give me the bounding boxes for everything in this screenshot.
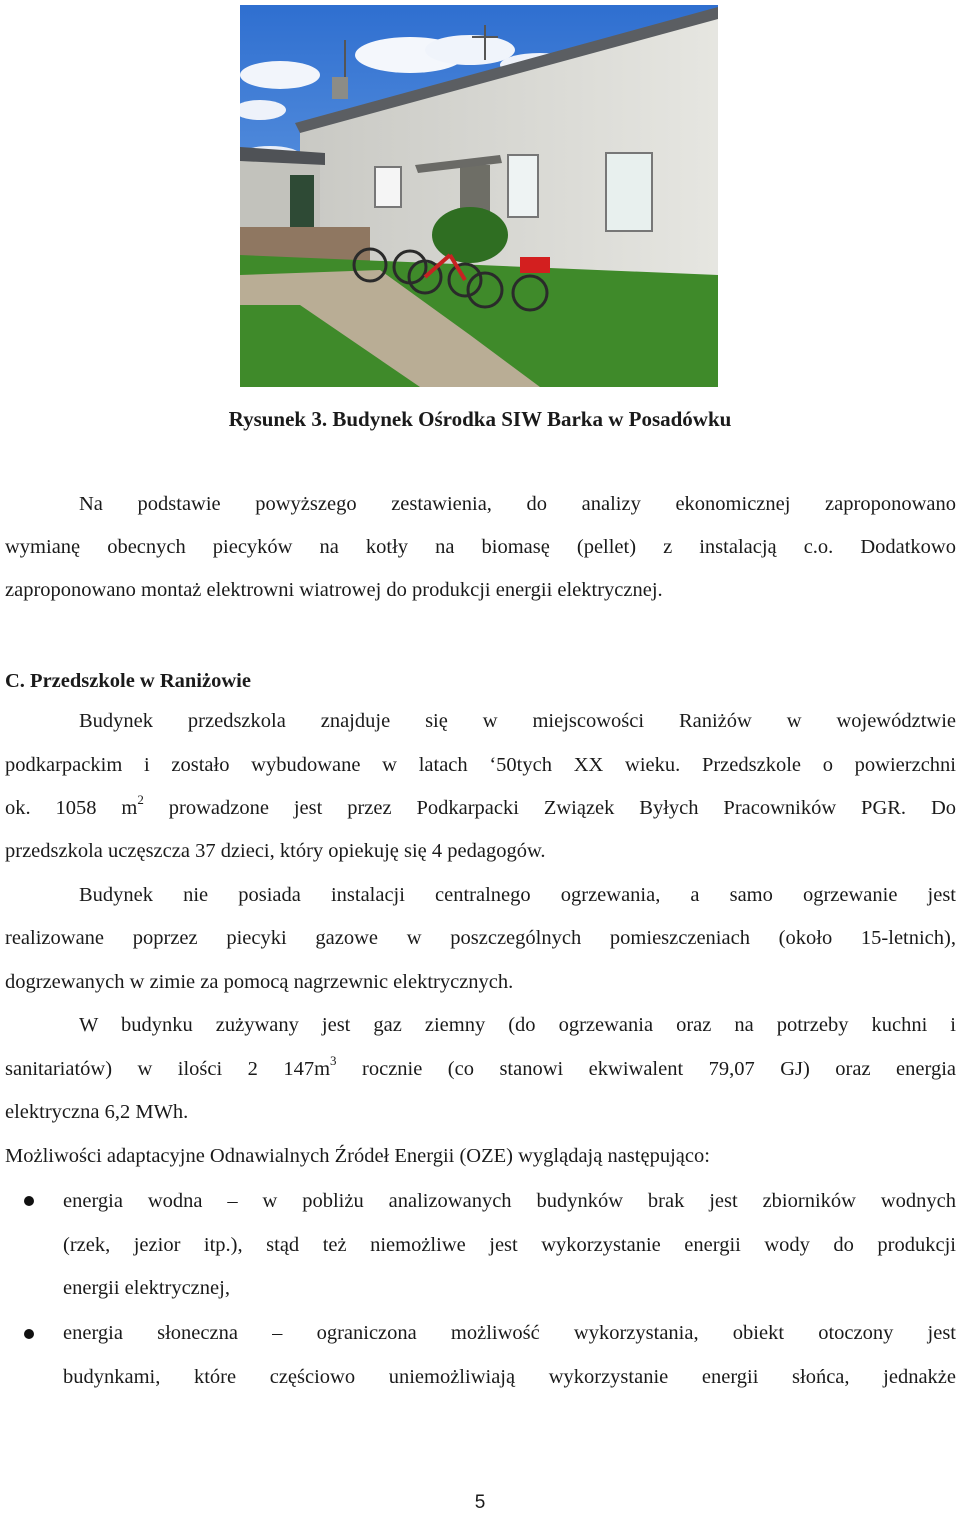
superscript: 3: [330, 1053, 337, 1068]
text-fragment: sanitariatów) w ilości 2 147m: [5, 1058, 331, 1080]
text-line: zaproponowano montaż elektrowni wiatrowej do produkcji energii elektrycznej.: [5, 579, 663, 601]
text-line: [5, 1048, 956, 1092]
text-line: przedszkola uczęszcza 37 dzieci, który opiekuję się 4 pedagogów.: [5, 840, 546, 862]
text-line: (rzek, jezior itp.), stąd też niemożliwe jest wykorzystanie energii wody do produkcji: [63, 1234, 956, 1256]
text-line: energia wodna – w pobliżu analizowanych budynków brak jest zbiorników wodnych: [63, 1190, 956, 1212]
figure-caption: Rysunek 3. Budynek Ośrodka SIW Barka w Posadówku: [228, 407, 732, 431]
text-line: wymianę obecnych piecyków na kotły na biomasę (pellet) z instalacją c.o. Dodatkowo: [5, 536, 956, 558]
text-line: Budynek przedszkola znajduje się w miejscowości Raniżów w województwie: [79, 710, 956, 732]
text-line: dogrzewanych w zimie za pomocą nagrzewnic elektrycznych.: [5, 971, 514, 993]
text-fragment: prowadzone jest przez Podkarpacki Związek Byłych Pracowników PGR. Do: [143, 797, 956, 819]
text-line: Na podstawie powyższego zestawienia, do analizy ekonomicznej zaproponowano: [79, 493, 956, 515]
superscript: 2: [137, 792, 144, 807]
text-line: energii elektrycznej,: [63, 1277, 230, 1299]
text-fragment: rocznie (co stanowi ekwiwalent 79,07 GJ) oraz energia: [336, 1058, 956, 1080]
text-fragment: ok. 1058 m: [5, 797, 138, 819]
text-line: W budynku zużywany jest gaz ziemny (do ogrzewania oraz na potrzeby kuchni i: [79, 1014, 956, 1036]
text-line: realizowane poprzez piecyki gazowe w poszczególnych pomieszczeniach (około 15-letnich),: [5, 927, 956, 949]
text-line: podkarpackim i zostało wybudowane w latach ‘50tych XX wieku. Przedszkole o powierzchni: [5, 754, 956, 776]
text-line: budynkami, które częściowo uniemożliwiają wykorzystanie energii słońca, jednakże: [63, 1366, 956, 1388]
building-photo: [240, 5, 718, 387]
text-line: Budynek nie posiada instalacji centralnego ogrzewania, a samo ogrzewanie jest: [79, 884, 956, 906]
bullet-icon: [24, 1329, 34, 1339]
text-line: energia słoneczna – ograniczona możliwość wykorzystania, obiekt otoczony jest: [63, 1322, 956, 1344]
bullet-icon: [24, 1196, 34, 1206]
paragraph-4: Możliwości adaptacyjne Odnawialnych Źródeł Energii (OZE) wyglądają następująco:: [5, 1145, 710, 1167]
section-heading: C. Przedszkole w Raniżowie: [5, 670, 251, 692]
text-line: [5, 787, 956, 831]
text-line: elektryczna 6,2 MWh.: [5, 1101, 189, 1123]
page-number: 5: [474, 1492, 486, 1513]
